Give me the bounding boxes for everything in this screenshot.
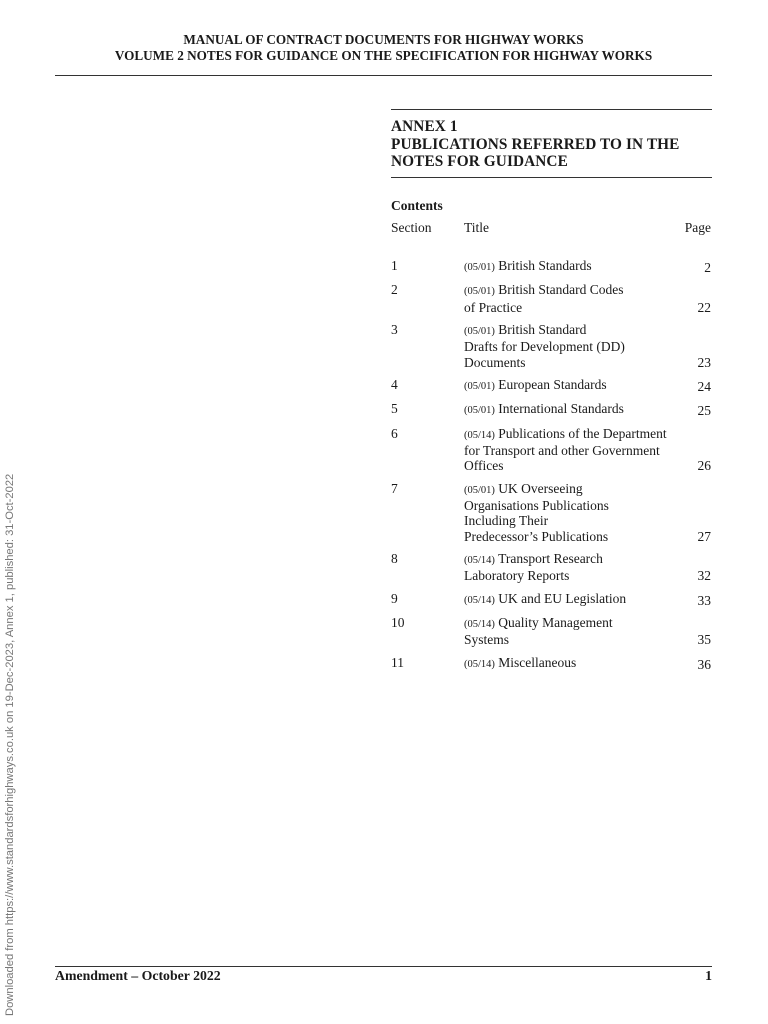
section-title-text: Laboratory Reports bbox=[464, 568, 570, 584]
section-title bbox=[464, 377, 671, 394]
amendment-code: (05/14) bbox=[464, 429, 495, 441]
section-title bbox=[464, 426, 671, 474]
section-title-line bbox=[464, 377, 671, 394]
section-title-line bbox=[464, 529, 671, 544]
section-title-text: Transport Research bbox=[498, 551, 603, 567]
amendment-code: (05/14) bbox=[464, 658, 495, 670]
document-header bbox=[55, 32, 712, 64]
section-title bbox=[464, 481, 671, 544]
section-title-line bbox=[464, 426, 671, 443]
annex-title bbox=[391, 118, 712, 171]
contents-row bbox=[391, 401, 711, 418]
section-number: 7 bbox=[391, 480, 398, 496]
header-title-line-2: VOLUME 2 NOTES FOR GUIDANCE ON THE SPECIFICATION FOR HIGHWAY WORKS bbox=[114, 48, 653, 63]
section-title-text: British Standard bbox=[498, 322, 587, 338]
section-title-line bbox=[464, 443, 671, 458]
header-divider bbox=[55, 75, 712, 76]
section-title bbox=[464, 655, 671, 672]
column-header-section: Section bbox=[391, 220, 432, 235]
contents-table bbox=[391, 220, 711, 679]
annex-divider-bottom bbox=[391, 177, 712, 178]
section-number: 2 bbox=[391, 282, 398, 298]
section-title-text: Including Their bbox=[464, 513, 549, 529]
section-title-text: British Standard Codes bbox=[498, 282, 624, 298]
section-title bbox=[464, 322, 671, 370]
section-title-line bbox=[464, 355, 671, 370]
contents-row bbox=[391, 426, 711, 474]
section-title-text: European Standards bbox=[498, 377, 607, 393]
contents-row bbox=[391, 377, 711, 394]
section-title-text: Organisations Publications bbox=[464, 498, 609, 514]
contents-row bbox=[391, 591, 711, 608]
section-number: 8 bbox=[391, 551, 398, 567]
section-title-text: UK Overseeing bbox=[498, 480, 583, 496]
section-title-text: Systems bbox=[464, 632, 510, 648]
column-header-page: Page bbox=[684, 220, 711, 235]
annex-title-line-2: PUBLICATIONS REFERRED TO IN THE bbox=[391, 135, 680, 153]
section-title-line bbox=[464, 513, 671, 528]
section-number: 11 bbox=[391, 654, 404, 670]
section-page-number: 36 bbox=[697, 656, 711, 672]
annex-title-line-1: ANNEX 1 bbox=[391, 118, 458, 135]
column-header-title: Title bbox=[464, 220, 490, 235]
section-title-text: UK and EU Legislation bbox=[498, 590, 627, 606]
contents-table-body bbox=[391, 258, 711, 672]
amendment-code: (05/14) bbox=[464, 619, 495, 631]
contents-row bbox=[391, 551, 711, 584]
section-title-line bbox=[464, 568, 671, 583]
section-title-text: for Transport and other Government bbox=[464, 443, 660, 459]
contents-row bbox=[391, 481, 711, 544]
contents-heading: Contents bbox=[391, 198, 443, 213]
amendment-code: (05/01) bbox=[464, 381, 495, 393]
contents-row bbox=[391, 615, 711, 648]
section-title-line bbox=[464, 339, 671, 354]
section-title-line bbox=[464, 615, 671, 632]
annex-title-line-3: NOTES FOR GUIDANCE bbox=[391, 153, 568, 170]
section-title-line bbox=[464, 401, 671, 418]
section-page-number: 33 bbox=[697, 592, 711, 608]
section-title bbox=[464, 615, 671, 648]
contents-row bbox=[391, 282, 711, 315]
section-page-number: 27 bbox=[697, 528, 711, 544]
section-number: 6 bbox=[391, 425, 398, 441]
section-page-number: 22 bbox=[697, 299, 711, 315]
footer-divider bbox=[55, 966, 712, 967]
download-watermark: Downloaded from https://www.standardsforhighways.co.uk on 19-Dec-2023, Annex 1, published: 31-Oct-2022 bbox=[4, 473, 16, 1016]
section-number: 1 bbox=[391, 258, 398, 273]
section-title-text: Quality Management bbox=[498, 615, 613, 631]
section-title-text: International Standards bbox=[498, 401, 624, 417]
section-title-line bbox=[464, 458, 671, 473]
section-title bbox=[464, 551, 671, 584]
section-title bbox=[464, 401, 671, 418]
section-title-line bbox=[464, 498, 671, 513]
section-page-number: 2 bbox=[704, 260, 711, 275]
section-title-line bbox=[464, 655, 671, 672]
page-number: 1 bbox=[705, 968, 712, 983]
amendment-code: (05/14) bbox=[464, 594, 495, 606]
contents-table-header bbox=[391, 220, 711, 258]
section-title-text: Publications of the Department bbox=[498, 425, 667, 441]
section-title-text: Predecessor’s Publications bbox=[464, 528, 609, 544]
amendment-code: (05/01) bbox=[464, 484, 495, 496]
section-page-number: 25 bbox=[697, 403, 711, 419]
section-page-number: 35 bbox=[697, 632, 711, 648]
section-number: 4 bbox=[391, 377, 398, 393]
contents-row bbox=[391, 322, 711, 370]
section-title-line bbox=[464, 591, 671, 608]
section-page-number: 23 bbox=[697, 354, 711, 370]
section-number: 3 bbox=[391, 322, 398, 338]
annex-divider-top bbox=[391, 109, 712, 110]
section-title-text: Offices bbox=[464, 458, 504, 474]
amendment-code: (05/14) bbox=[464, 555, 495, 567]
section-title-line bbox=[464, 258, 671, 275]
section-page-number: 24 bbox=[697, 379, 711, 395]
section-title-text: Documents bbox=[464, 354, 526, 370]
section-title bbox=[464, 282, 671, 315]
section-title bbox=[464, 591, 671, 608]
amendment-code: (05/01) bbox=[464, 286, 495, 298]
section-title-line bbox=[464, 632, 671, 647]
section-page-number: 26 bbox=[697, 458, 711, 474]
amendment-label: Amendment – October 2022 bbox=[55, 968, 221, 983]
section-number: 5 bbox=[391, 401, 398, 417]
section-title bbox=[464, 258, 671, 275]
section-number: 10 bbox=[391, 615, 405, 631]
section-title-line bbox=[464, 300, 671, 315]
section-number: 9 bbox=[391, 590, 398, 606]
section-title-text: British Standards bbox=[498, 258, 592, 273]
section-title-text: Drafts for Development (DD) bbox=[464, 339, 625, 355]
section-title-text: of Practice bbox=[464, 299, 523, 315]
section-title-line bbox=[464, 481, 671, 498]
section-title-line bbox=[464, 282, 671, 299]
section-title-line bbox=[464, 322, 671, 339]
section-title-line bbox=[464, 551, 671, 568]
section-page-number: 32 bbox=[697, 568, 711, 584]
section-title-text: Miscellaneous bbox=[498, 654, 577, 670]
contents-row bbox=[391, 258, 711, 275]
amendment-code: (05/01) bbox=[464, 262, 495, 273]
amendment-code: (05/01) bbox=[464, 326, 495, 338]
contents-row bbox=[391, 655, 711, 672]
amendment-code: (05/01) bbox=[464, 405, 495, 417]
header-title-line-1: MANUAL OF CONTRACT DOCUMENTS FOR HIGHWAY WORKS bbox=[183, 32, 584, 47]
